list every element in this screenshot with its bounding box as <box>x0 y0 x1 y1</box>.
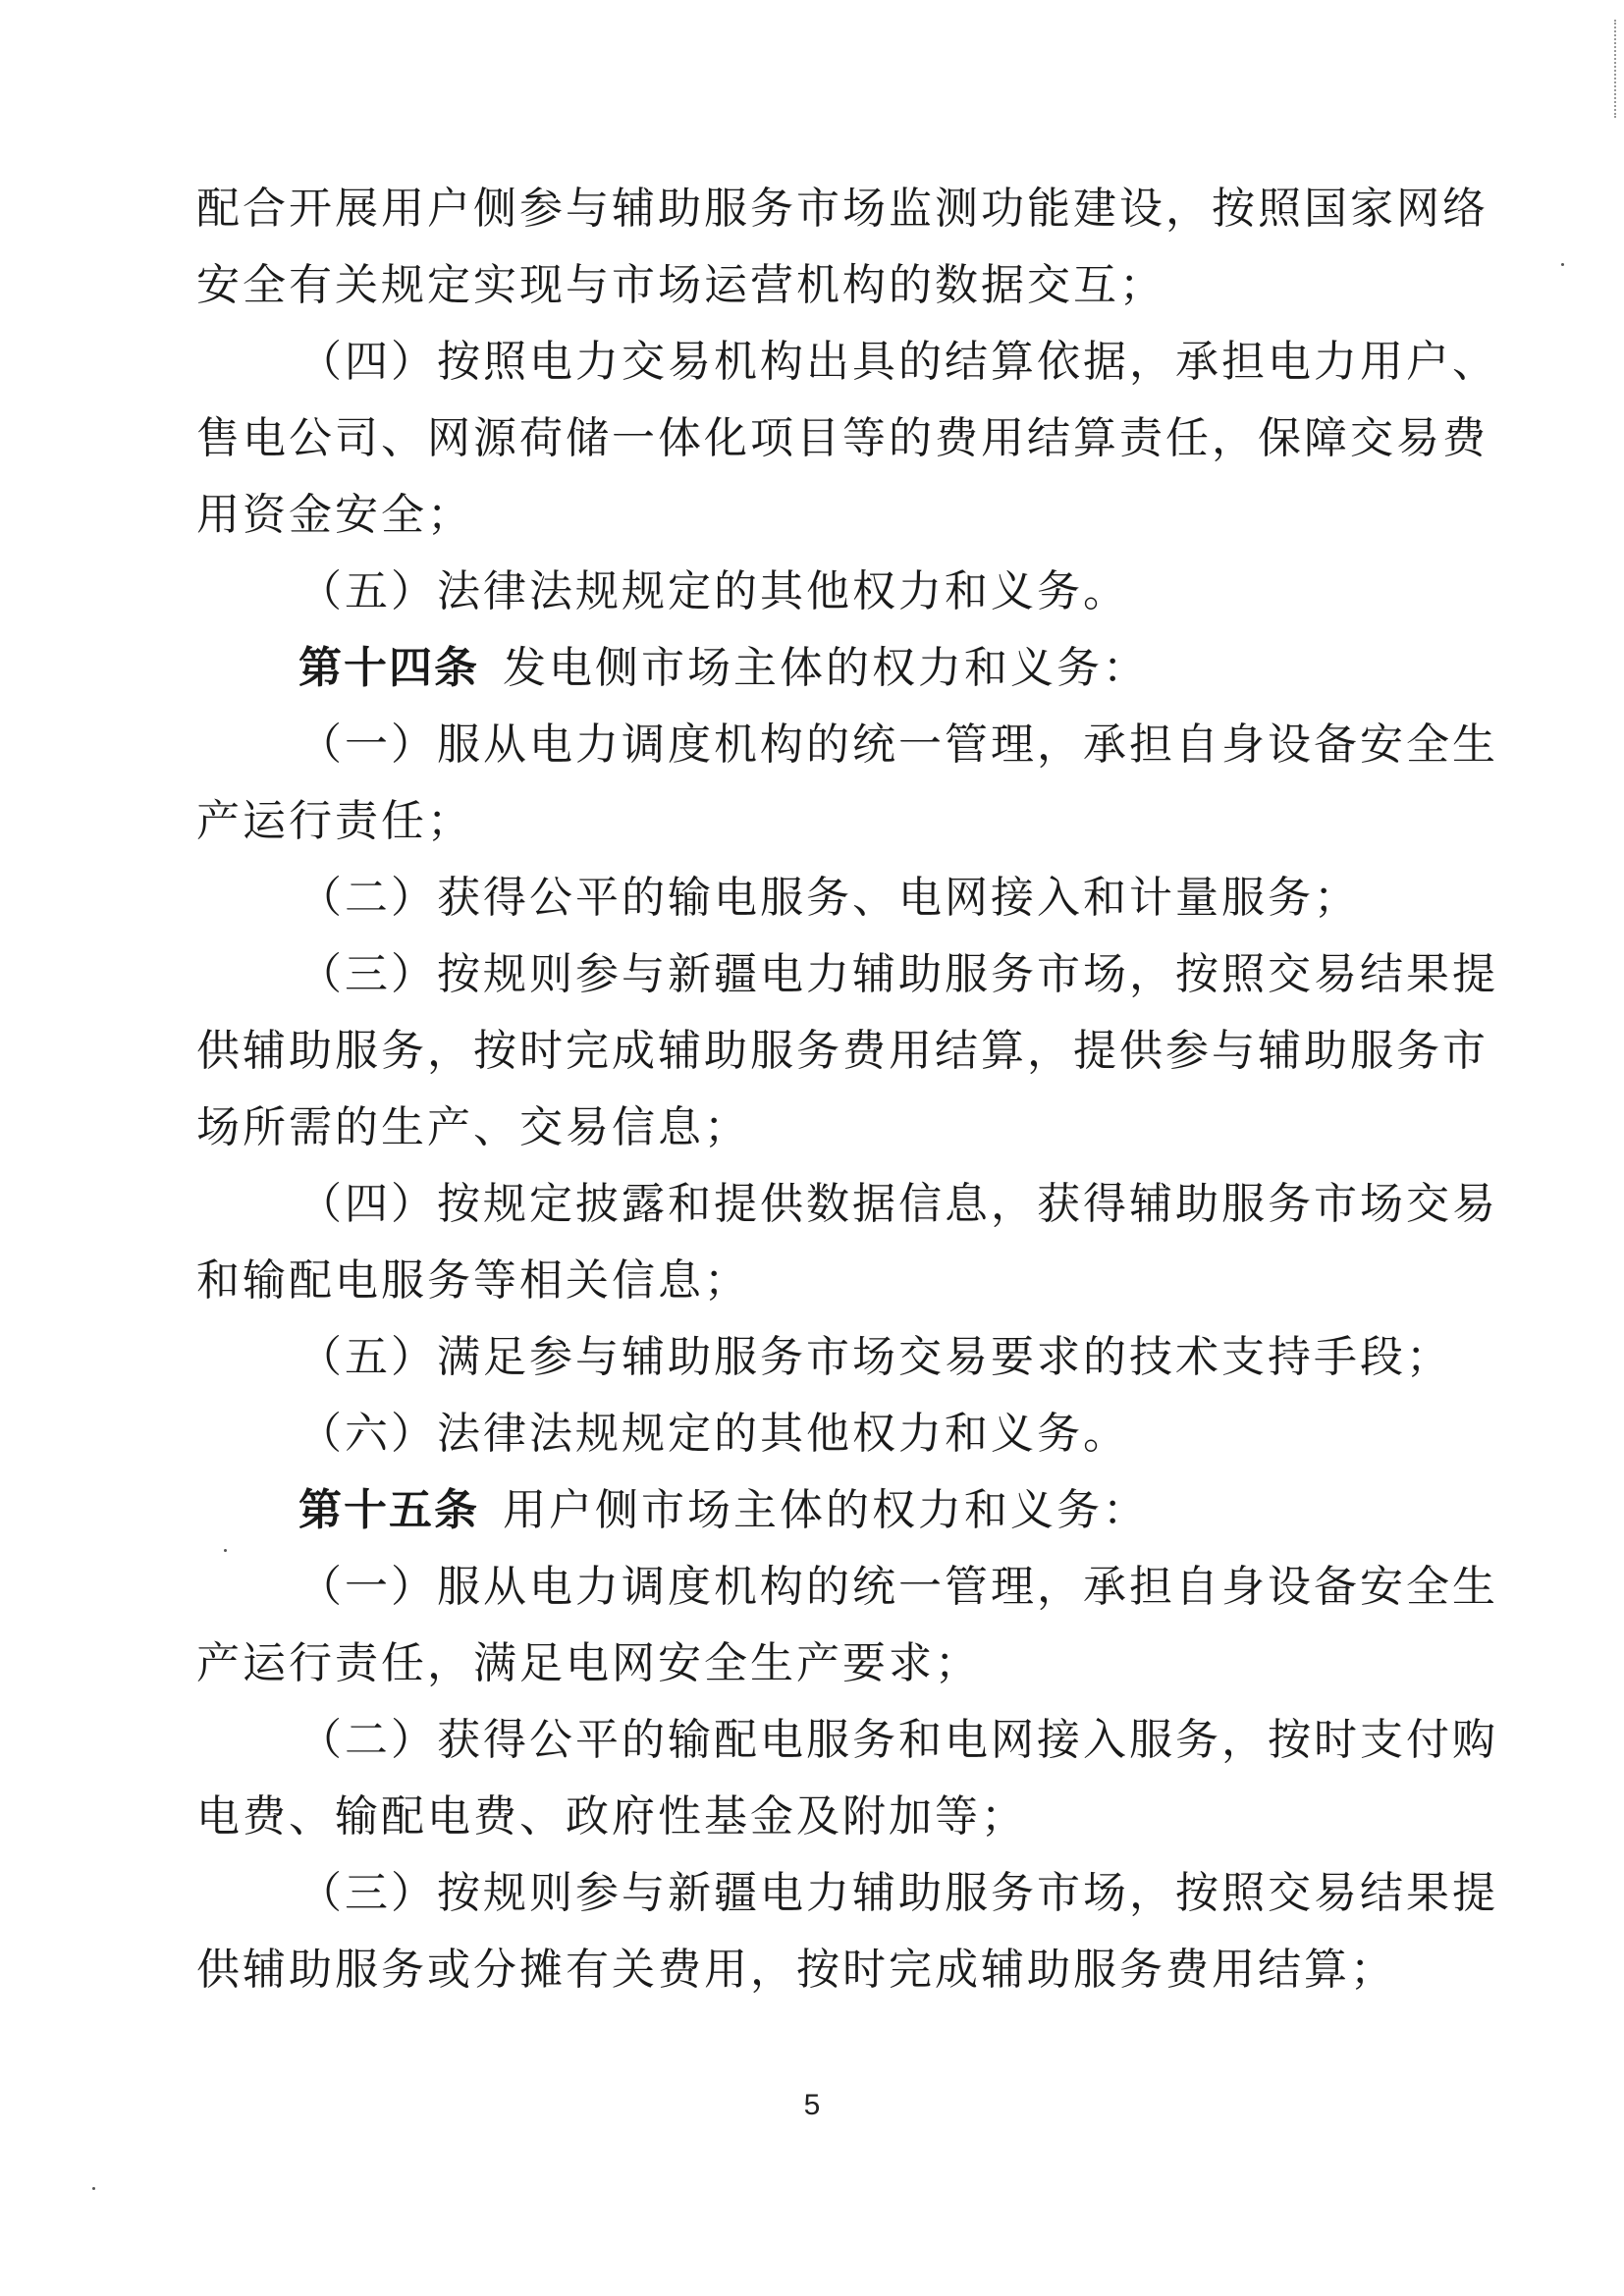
list-item-line: 场所需的生产、交易信息； <box>196 1102 750 1152</box>
article-number: 第十四条 <box>298 643 479 693</box>
list-item-line: 电费、输配电费、政府性基金及附加等； <box>196 1791 1027 1842</box>
list-item-line: （五）满足参与辅助服务市场交易要求的技术支持手段； <box>298 1332 1452 1382</box>
list-item-line: 和输配电服务等相关信息； <box>196 1255 750 1306</box>
list-item-line: 供辅助服务，按时完成辅助服务费用结算，提供参与辅助服务市 <box>196 1026 1489 1076</box>
article-heading-line <box>196 630 1453 707</box>
list-item-line: 供辅助服务或分摊有关费用，按时完成辅助服务费用结算； <box>196 1945 1396 1995</box>
list-item-line: （一）服从电力调度机构的统一管理，承担自身设备安全生 <box>298 1562 1498 1612</box>
article-heading-line <box>196 1472 1453 1549</box>
article-number: 第十五条 <box>298 1485 479 1535</box>
page-number: 5 <box>803 2089 821 2121</box>
list-item-line: 产运行责任； <box>196 796 473 846</box>
scan-speck <box>1561 263 1564 266</box>
list-item-line: （五）法律法规规定的其他权力和义务。 <box>298 566 1129 616</box>
list-item-line: （四）按照电力交易机构出具的结算依据，承担电力用户、 <box>298 337 1498 387</box>
document-body <box>196 171 1498 2008</box>
list-item-line: （二）获得公平的输电服务、电网接入和计量服务； <box>298 873 1360 923</box>
list-item-line: （一）服从电力调度机构的统一管理，承担自身设备安全生 <box>298 720 1498 770</box>
list-item-line: （二）获得公平的输配电服务和电网接入服务，按时支付购 <box>298 1715 1498 1765</box>
list-item-line: 产运行责任，满足电网安全生产要求； <box>196 1638 981 1688</box>
article-title: 发电侧市场主体的权力和义务： <box>503 643 1149 693</box>
list-item-line: 用资金安全； <box>196 490 473 540</box>
article-title: 用户侧市场主体的权力和义务： <box>503 1485 1149 1535</box>
list-item-line: （三）按规则参与新疆电力辅助服务市场，按照交易结果提 <box>298 949 1498 999</box>
scan-edge-mark <box>1610 20 1616 118</box>
list-item-line: 售电公司、网源荷储一体化项目等的费用结算责任，保障交易费 <box>196 413 1489 463</box>
paragraph-line: 安全有关规定实现与市场运营机构的数据交互； <box>196 260 1165 310</box>
list-item-line: （四）按规定披露和提供数据信息，获得辅助服务市场交易 <box>298 1179 1498 1229</box>
list-item-line: （六）法律法规规定的其他权力和义务。 <box>298 1409 1129 1459</box>
list-item-line: （三）按规则参与新疆电力辅助服务市场，按照交易结果提 <box>298 1868 1498 1918</box>
scan-speck <box>92 2187 95 2190</box>
paragraph-line: 配合开展用户侧参与辅助服务市场监测功能建设，按照国家网络 <box>196 184 1489 234</box>
